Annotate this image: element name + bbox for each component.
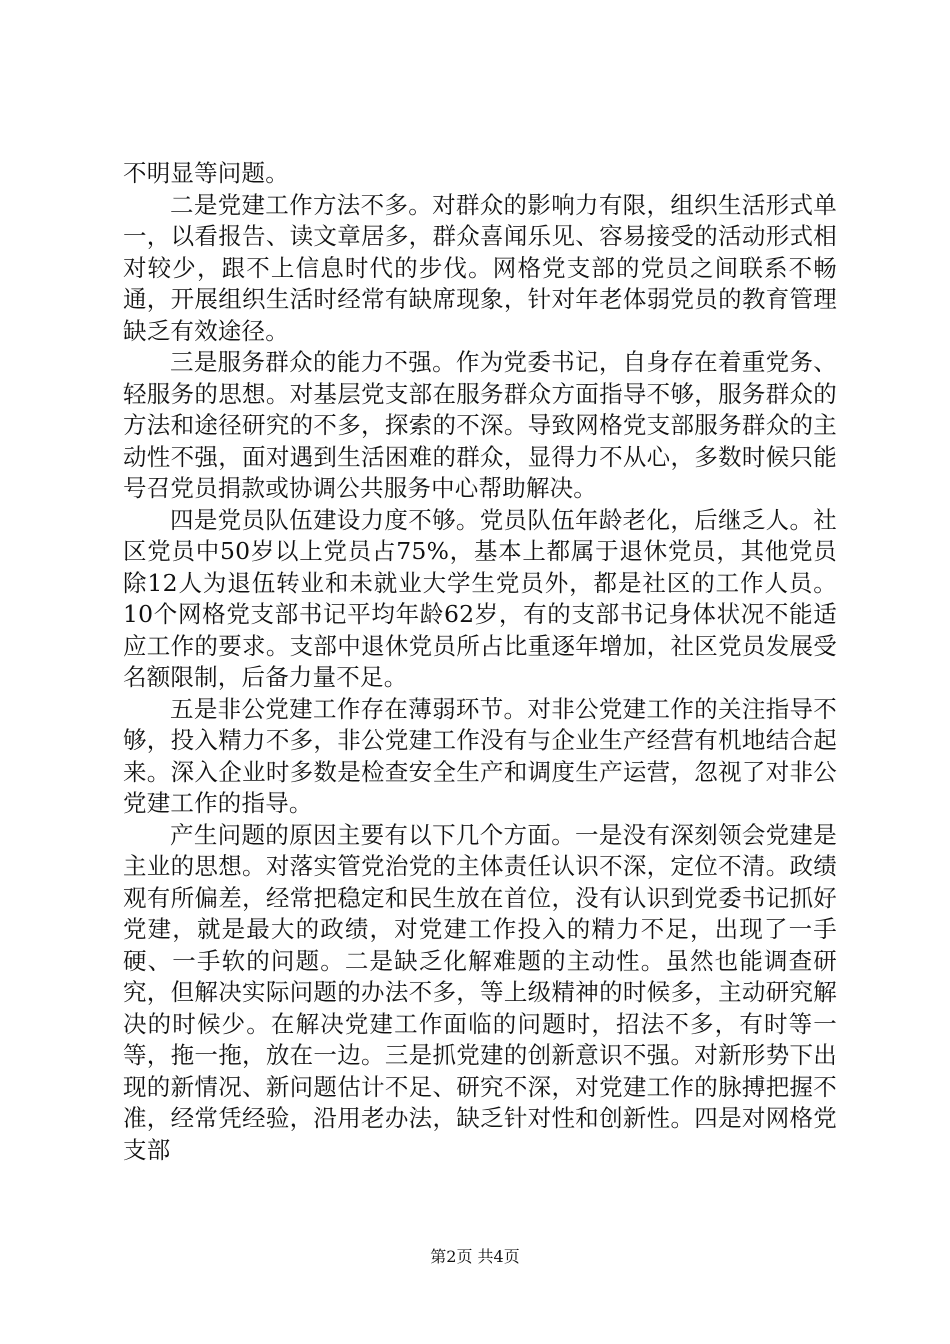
page-footer: 第2页 共4页 xyxy=(430,1247,520,1266)
paragraph-service: 三是服务群众的能力不强。作为党委书记，自身存在着重党务、轻服务的思想。对基层党支部在服务群众方面指导不够，服务群众的方法和途径研究的不多，探索的不深。导致网格党支部服务群众的主动性不强，面对遇到生活困难的群众，显得力不从心，多数时候只能号召党员捐款或协调公共服务中心帮助解决。 xyxy=(123,348,837,502)
paragraph-causes: 产生问题的原因主要有以下几个方面。一是没有深刻领会党建是主业的思想。对落实管党治党的主体责任认识不深，定位不清。政绩观有所偏差，经常把稳定和民生放在首位，没有认识到党委书记抓好党建，就是最大的政绩，对党建工作投入的精力不足，出现了一手硬、一手软的问题。二是缺乏化解难题的主动性。虽然也能调查研究，但解决实际问题的办法不多，等上级精神的时候多，主动研究解决的时候少。在解决党建工作面临的问题时，招法不多，有时等一等，拖一拖，放在一边。三是抓党建的创新意识不强。对新形势下出现的新情况、新问题估计不足、研究不深，对党建工作的脉搏把握不准，经常凭经验，沿用老办法，缺乏针对性和创新性。四是对网格党支部 xyxy=(123,820,837,1164)
paragraph-team: 四是党员队伍建设力度不够。党员队伍年龄老化，后继乏人。社区党员中50岁以上党员占75%，基本上都属于退休党员，其他党员除12人为退伍转业和未就业大学生党员外，都是社区的工作人员。10个网格党支部书记平均年龄62岁，有的支部书记身体状况不能适应工作的要求。支部中退休党员所占比重逐年增加，社区党员发展受名额限制，后备力量不足。 xyxy=(123,505,837,691)
document-body xyxy=(123,158,837,1166)
paragraph-non-public: 五是非公党建工作存在薄弱环节。对非公党建工作的关注指导不够，投入精力不多，非公党建工作没有与企业生产经营有机地结合起来。深入企业时多数是检查安全生产和调度生产运营，忽视了对非公党建工作的指导。 xyxy=(123,694,837,817)
paragraph-continuation: 不明显等问题。 xyxy=(123,159,289,187)
paragraph-method: 二是党建工作方法不多。对群众的影响力有限，组织生活形式单一，以看报告、读文章居多，群众喜闻乐见、容易接受的活动形式相对较少，跟不上信息时代的步伐。网格党支部的党员之间联系不畅通，开展组织生活时经常有缺席现象，针对年老体弱党员的教育管理缺乏有效途径。 xyxy=(123,190,837,345)
